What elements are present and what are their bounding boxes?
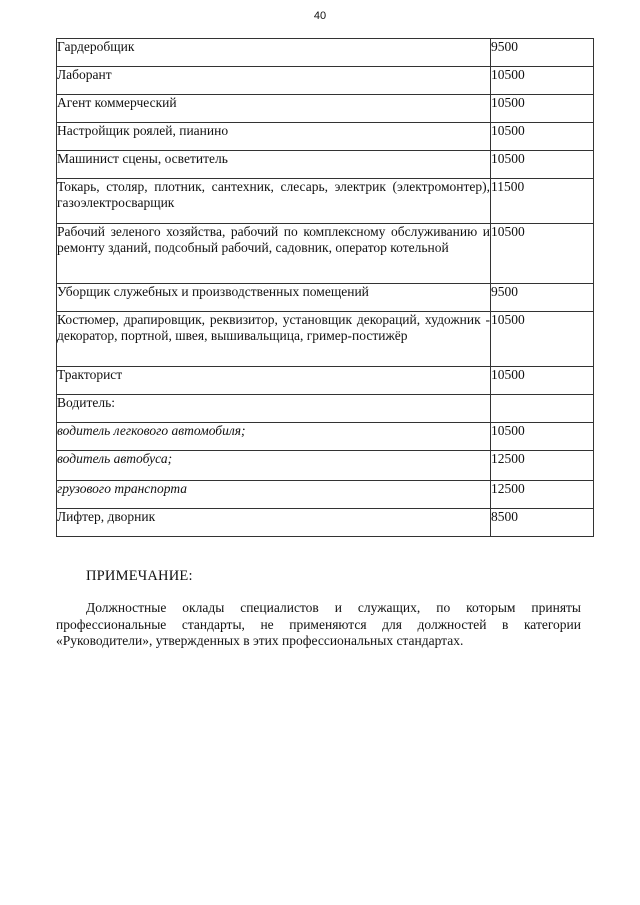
position-cell: водитель легкового автомобиля; <box>57 423 491 451</box>
salary-cell: 10500 <box>491 224 594 284</box>
position-cell: грузового транспорта <box>57 481 491 509</box>
position-cell: Агент коммерческий <box>57 95 491 123</box>
salary-cell: 10500 <box>491 123 594 151</box>
table-row <box>57 395 594 423</box>
table-row <box>57 123 594 151</box>
position-cell: водитель автобуса; <box>57 451 491 481</box>
note-heading: ПРИМЕЧАНИЕ: <box>86 568 193 584</box>
table-row <box>57 481 594 509</box>
table-row <box>57 451 594 481</box>
position-cell: Машинист сцены, осветитель <box>57 151 491 179</box>
table-row <box>57 67 594 95</box>
salary-cell <box>491 395 594 423</box>
salary-cell: 10500 <box>491 95 594 123</box>
table-row <box>57 284 594 312</box>
salary-cell: 10500 <box>491 423 594 451</box>
table-row <box>57 312 594 367</box>
position-cell: Костюмер, драпировщик, реквизитор, установщик декораций, художник - декоратор, портной, швея, вышивальщица, гример-постижёр <box>57 312 491 367</box>
salary-cell: 10500 <box>491 312 594 367</box>
table-row <box>57 95 594 123</box>
page-number: 40 <box>313 10 327 22</box>
table-row <box>57 39 594 67</box>
table-row <box>57 509 594 537</box>
position-cell: Тракторист <box>57 367 491 395</box>
table-row <box>57 367 594 395</box>
salary-cell: 10500 <box>491 67 594 95</box>
salary-cell: 9500 <box>491 39 594 67</box>
salary-cell: 12500 <box>491 451 594 481</box>
salary-cell: 10500 <box>491 367 594 395</box>
table-row <box>57 179 594 224</box>
salary-table <box>56 38 594 537</box>
position-cell: Водитель: <box>57 395 491 423</box>
table-row <box>57 423 594 451</box>
table-row <box>57 151 594 179</box>
salary-cell: 9500 <box>491 284 594 312</box>
position-cell: Лаборант <box>57 67 491 95</box>
position-cell: Уборщик служебных и производственных помещений <box>57 284 491 312</box>
salary-cell: 11500 <box>491 179 594 224</box>
table-row <box>57 224 594 284</box>
salary-cell: 8500 <box>491 509 594 537</box>
position-cell: Настройщик роялей, пианино <box>57 123 491 151</box>
position-cell: Лифтер, дворник <box>57 509 491 537</box>
salary-cell: 10500 <box>491 151 594 179</box>
salary-cell: 12500 <box>491 481 594 509</box>
position-cell: Токарь, столяр, плотник, сантехник, слесарь, электрик (электромонтер), газоэлектросварщик <box>57 179 491 224</box>
position-cell: Рабочий зеленого хозяйства, рабочий по комплексному обслуживанию и ремонту зданий, подсобный рабочий, садовник, оператор котельной <box>57 224 491 284</box>
note-text: Должностные оклады специалистов и служащих, по которым приняты профессиональные стандарты, не применяются для должностей в категории «Руководители», утвержденных в этих профессиональных стандартах. <box>56 600 581 648</box>
position-cell: Гардеробщик <box>57 39 491 67</box>
